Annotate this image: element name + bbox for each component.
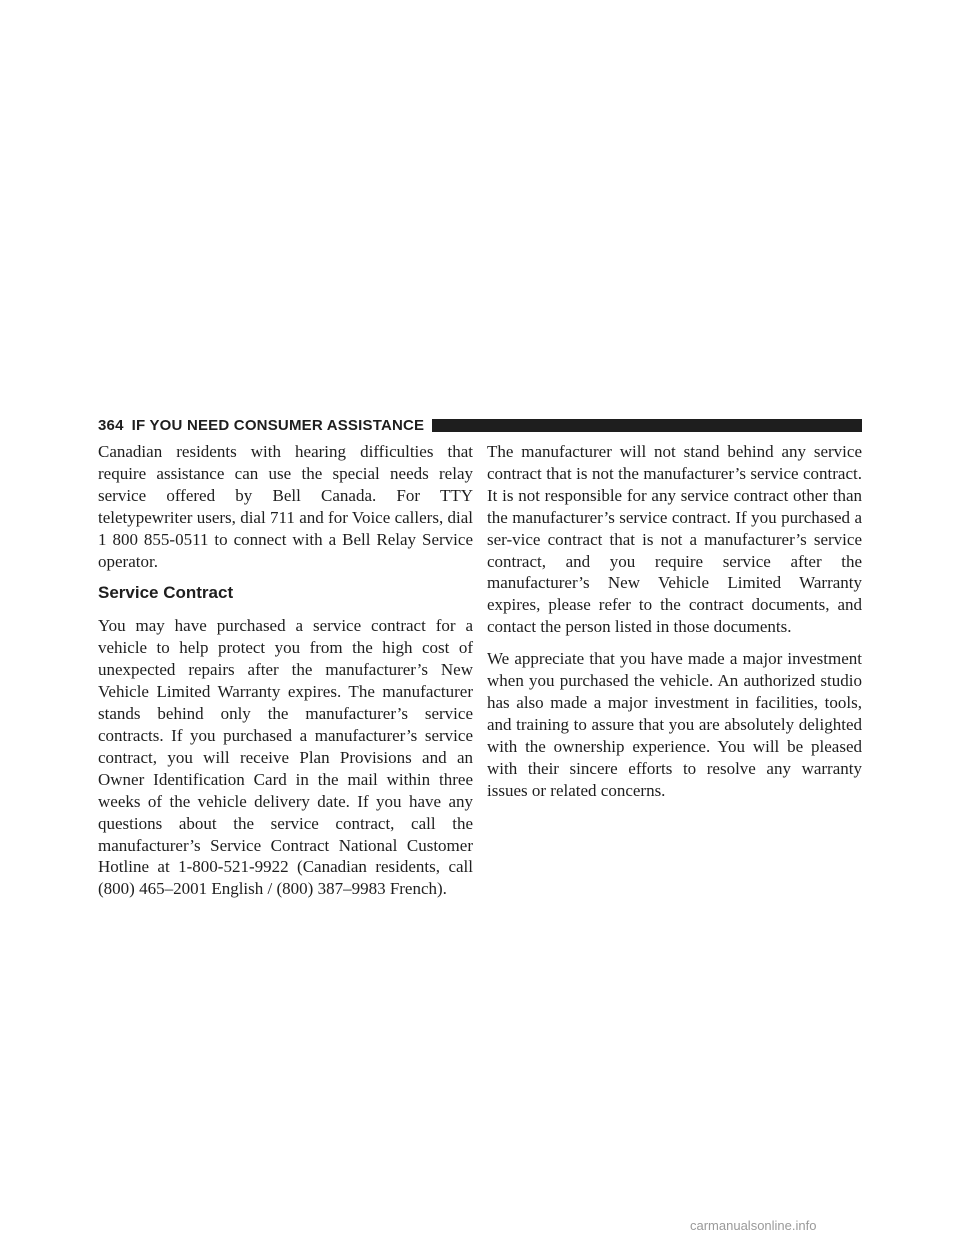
watermark-url: carmanualsonline.info	[690, 1218, 817, 1233]
page-number: 364	[98, 416, 124, 434]
header-rule-bar	[432, 419, 862, 432]
page-header	[98, 414, 862, 436]
non-manufacturer-contract-paragraph: The manufacturer will not stand behind any service contract that is not the manufacturer’s service contract. It is not responsible for any service contract other than the manufacturer’s service contract. If you purchased a ser-vice contract that is not a manufacturer’s service contract, and you require service after the manufacturer’s New Vehicle Limited Warranty expires, please refer to the contract documents, and contact the person listed in those documents.	[487, 442, 862, 637]
service-contract-heading: Service Contract	[98, 583, 234, 603]
relay-service-paragraph: Canadian residents with hearing difficulties that require assistance can use the special needs relay service offered by Bell Canada. For TTY teletypewriter users, dial 711 and for Voice callers, dial 1 800 855-0511 to connect with a Bell Relay Service operator.	[98, 442, 473, 571]
section-title: IF YOU NEED CONSUMER ASSISTANCE	[131, 416, 425, 434]
appreciation-paragraph: We appreciate that you have made a major investment when you purchased the vehicle. An authorized studio has also made a major investment in facilities, tools, and training to assure that you are absolutely delighted with the ownership experience. You will be pleased with their sincere efforts to resolve any warranty issues or related concerns.	[487, 649, 862, 800]
left-column	[98, 441, 473, 910]
right-column	[487, 441, 862, 812]
service-contract-paragraph: You may have purchased a service contract for a vehicle to help protect you from the high cost of unexpected repairs after the manufacturer’s New Vehicle Limited Warranty expires. The manufacturer stands behind only the manufacturer’s service contracts. If you purchased a manufacturer’s service contract, you will receive Plan Provisions and an Owner Identification Card in the mail within three weeks of the vehicle delivery date. If you have any questions about the service contract, call the manufacturer’s Service Contract National Customer Hotline at 1-800-521-9922 (Canadian residents, call (800) 465–2001 English / (800) 387–9983 French).	[98, 616, 473, 899]
